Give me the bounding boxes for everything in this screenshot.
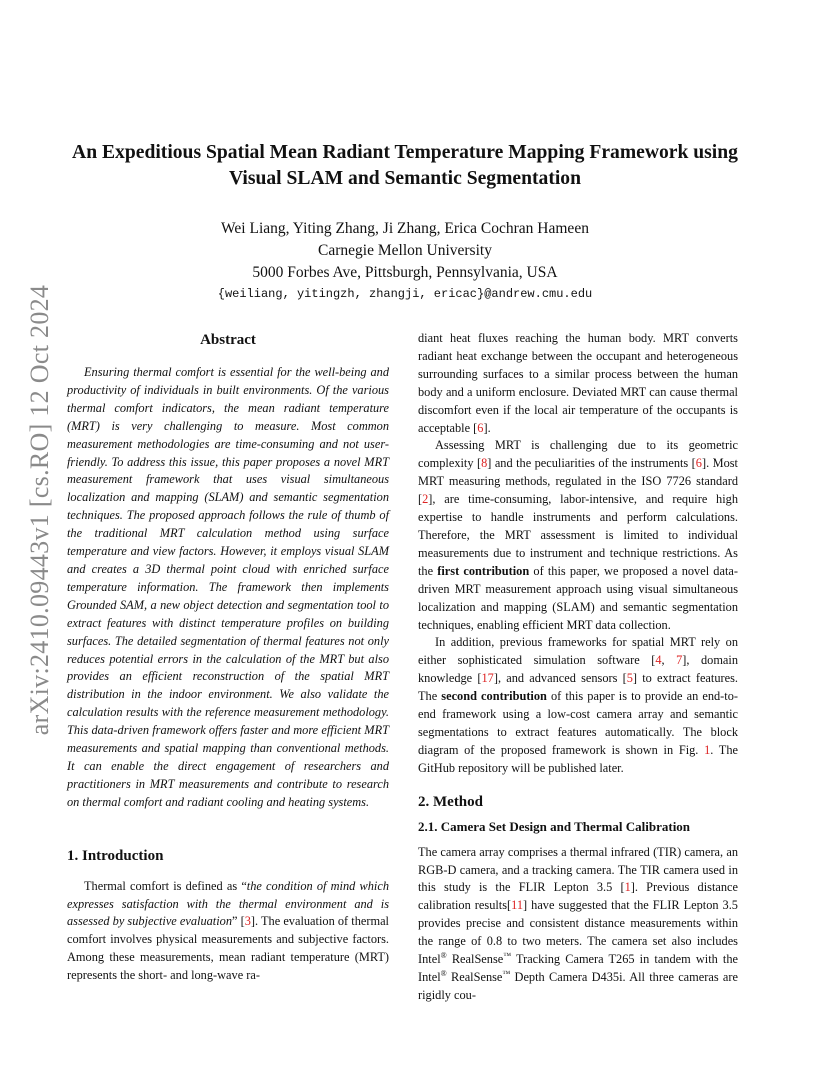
introduction-heading: 1. Introduction bbox=[67, 847, 164, 864]
citation-link[interactable]: 5 bbox=[626, 671, 633, 686]
arxiv-id: arXiv:2410.09443v1 [cs.RO] 12 Oct 2024 bbox=[25, 284, 54, 736]
abstract-heading: Abstract bbox=[200, 332, 256, 348]
camera-paragraph: The camera array comprises a thermal infrared (TIR) camera, an RGB-D camera, and a tracking camera. The TIR camera used in this study is the FLIR Lepton 3.5 [1]. Previous distance calibration results[11] have suggested that the FLIR Lepton 3.5 provides precise and consistent distance measurements within the range of 0.8 to two meters. The camera set also includes Intel® RealSense™ Tracking Camera T265 in tandem with the Intel® RealSense™ Depth Camera D435i. All three cameras are rigidly cou- bbox=[418, 844, 738, 1002]
left-column bbox=[67, 330, 389, 985]
author-address: 5000 Forbes Ave, Pittsburgh, Pennsylvania, USA bbox=[252, 264, 558, 281]
author-affiliation: Carnegie Mellon University bbox=[318, 242, 492, 259]
citation-link[interactable]: 6 bbox=[477, 420, 484, 435]
arxiv-watermark bbox=[20, 284, 60, 736]
citation-link[interactable]: 8 bbox=[481, 456, 488, 471]
citation-link[interactable]: 11 bbox=[511, 898, 524, 913]
author-names: Wei Liang, Yiting Zhang, Ji Zhang, Erica Cochran Hameen bbox=[221, 220, 589, 237]
method-heading: 2. Method bbox=[418, 793, 483, 810]
registered-mark: ® bbox=[440, 950, 447, 960]
figure-link[interactable]: 1 bbox=[704, 742, 711, 757]
mrt-paragraph: diant heat fluxes reaching the human body. MRT converts radiant heat exchange between the occupant and heterogeneous surrounding surfaces to a similar process between the human body and a uniform enclosure. Deviated MRT can cause thermal discomfort even if the local air temperature of the occupants is acceptable [6]. bbox=[418, 331, 738, 435]
title-line-2: Visual SLAM and Semantic Segmentation bbox=[229, 168, 581, 189]
comfort-definition-quote: the condition of mind which expresses satisfaction with the thermal environment and is assessed by subjective evaluation bbox=[67, 878, 389, 929]
citation-link[interactable]: 6 bbox=[695, 456, 702, 471]
citation-link[interactable]: 17 bbox=[481, 671, 494, 686]
first-contribution: first contribution bbox=[437, 563, 530, 578]
abstract-text: Ensuring thermal comfort is essential for the well-being and productivity of individuals in built environments. Of the various thermal comfort indicators, the mean radiant temperature (MRT) is very challenging to measure. Most common measurement methodologies are time-consuming and not user-friendly. To address this issue, this paper proposes a novel MRT measurement framework that uses visual simultaneous localization and mapping (SLAM) and semantic segmentation techniques. The proposed approach follows the rule of thumb of the traditional MRT calculation method using surface temperature and view factors. However, it employs visual SLAM and creates a 3D thermal point cloud with enriched surface temperature information. The framework then implements Grounded SAM, a new object detection and segmentation tool to extract features with distinct temperature profiles on building surfaces. The detailed segmentation of thermal features not only reduces potential errors in the calculation of the MRT but also provides an efficient reconstruction of the spatial MRT distribution in the indoor environment. We also validate the calculation results with the reference measurement methodology. This data-driven framework offers faster and more efficient MRT measurements and spatial mapping than conventional methods. It can enable the direct engagement of researchers and practitioners in MRT measurements and contribute to research on thermal comfort and radiant cooling and heating systems. bbox=[67, 365, 389, 809]
contribution-paragraph: In addition, previous frameworks for spatial MRT rely on either sophisticated simulation software [4, 7], domain knowledge [17], and advanced sensors [5] to extract features. The second contribution of this paper is to provide an end-to-end framework using a low-cost camera array and semantic segmentations to extract features automatically. The block diagram of the proposed framework is shown in Fig. 1. The GitHub repository will be published later. bbox=[418, 635, 739, 775]
paper-title bbox=[60, 140, 750, 192]
citation-link[interactable]: 2 bbox=[422, 492, 429, 507]
introduction-paragraph: Thermal comfort is defined as “the condition of mind which expresses satisfaction with the thermal environment and is assessed by subjective evaluation” [3]. The evaluation of thermal comfort involves physical measurements and subjective factors. Among these measurements, mean radiant temperature (MRT) represents the short- and long-wave ra- bbox=[67, 878, 389, 983]
trademark-mark: ™ bbox=[503, 950, 512, 960]
right-column bbox=[418, 330, 738, 1005]
trademark-mark: ™ bbox=[502, 968, 511, 978]
title-line-1: An Expeditious Spatial Mean Radiant Temperature Mapping Framework using bbox=[72, 142, 738, 163]
citation-link[interactable]: 3 bbox=[244, 914, 251, 929]
citation-link[interactable]: 1 bbox=[624, 880, 631, 895]
citation-link[interactable]: 4 bbox=[655, 653, 662, 668]
challenge-paragraph: Assessing MRT is challenging due to its geometric complexity [8] and the peculiarities of the instruments [6]. Most MRT measuring methods, regulated in the ISO 7726 standard [2], are time-consuming, labor-intensive, and require high expertise to handle instruments and perform calculations. Therefore, the MRT assessment is limited to individual measurements due to instrument and technique restrictions. As the first contribution of this paper, we proposed a novel data-driven MRT measurement approach using visual simultaneous localization and mapping (SLAM) and semantic segmentation techniques, enabling efficient MRT data collection. bbox=[418, 438, 738, 632]
author-block bbox=[120, 218, 690, 304]
citation-link[interactable]: 7 bbox=[676, 653, 683, 668]
second-contribution: second contribution bbox=[441, 689, 547, 704]
author-emails: {weiliang, yitingzh, zhangji, ericac}@andrew.cmu.edu bbox=[217, 287, 593, 301]
camera-design-subheading: 2.1. Camera Set Design and Thermal Calibration bbox=[418, 818, 691, 834]
registered-mark: ® bbox=[440, 968, 447, 978]
